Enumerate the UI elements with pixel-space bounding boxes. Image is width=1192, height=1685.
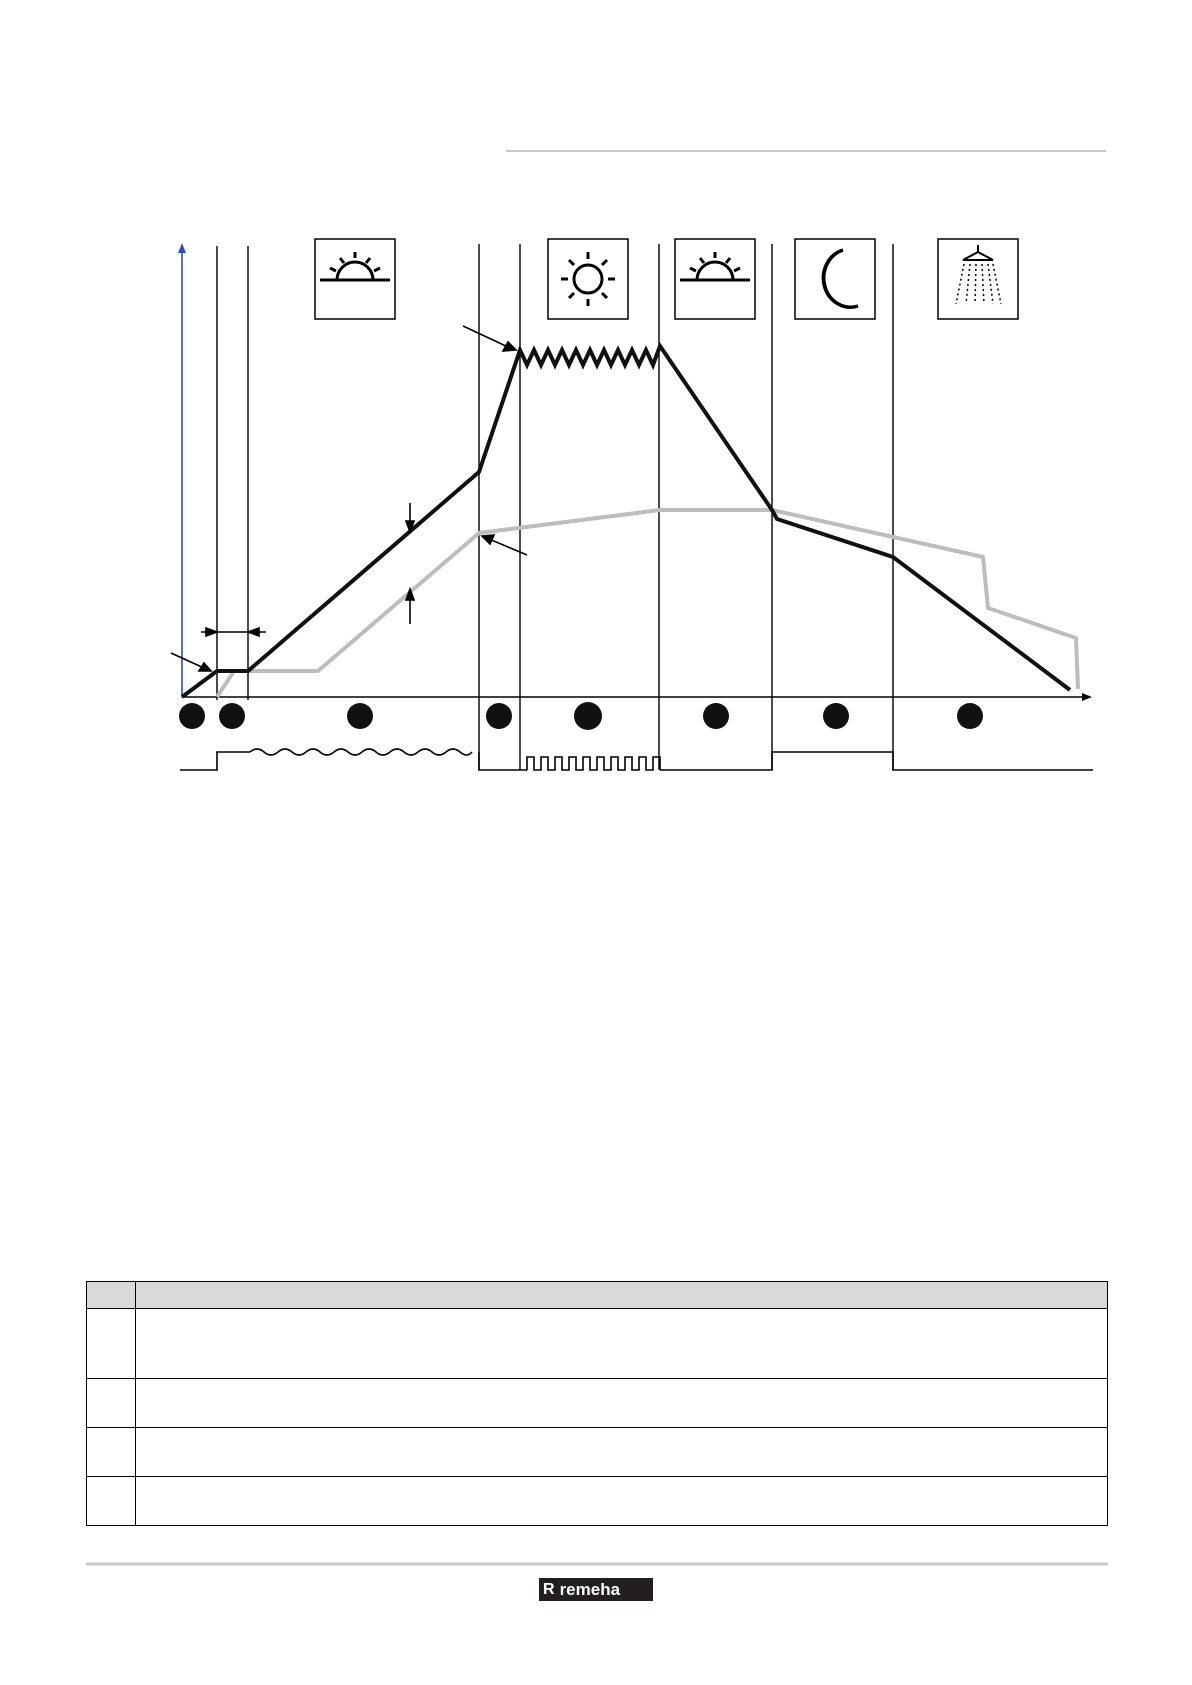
table-cell [136,1379,1108,1428]
table-cell [87,1428,136,1477]
table-header-cell [136,1282,1108,1309]
period-marker [957,703,983,729]
period-icon-sunrise-2 [675,239,755,319]
period-marker [703,703,729,729]
table-cell [87,1379,136,1428]
arrowhead-icon [248,628,259,636]
table-cell [87,1309,136,1379]
period-icon-sun [548,239,628,319]
table-cell [87,1477,136,1526]
heating-profile-diagram [0,0,1192,800]
period-marker [486,703,512,729]
period-markers [179,702,983,730]
signal-off-1 [180,752,250,770]
arrow-room-line [489,539,527,555]
icon-frame [548,239,628,319]
period-marker [823,703,849,729]
period-icon-moon [795,239,875,319]
period-icon-shower [938,239,1018,319]
y-axis-arrow-icon [178,243,186,253]
table-cell [136,1428,1108,1477]
period-dividers [217,244,893,770]
table-row [87,1379,1108,1428]
arrow-peak-point [463,326,508,347]
table-cell [136,1477,1108,1526]
table-row [87,1477,1108,1526]
room-temperature-line [217,510,1078,697]
arrow-start-point [171,653,204,668]
flow-temperature-line [182,346,1070,697]
table-row [87,1428,1108,1477]
signal-pulsing [527,757,660,770]
arrowhead-icon [199,663,211,671]
period-marker [347,703,373,729]
table-row [87,1309,1108,1379]
table-header-row [87,1282,1108,1309]
signal-modulating [250,749,472,755]
arrowhead-icon [482,535,494,544]
remeha-logo [539,1578,653,1601]
annotation-arrows [171,326,527,671]
x-axis-arrow-icon [1082,693,1092,701]
period-marker [179,703,205,729]
period-icon-sunrise-1 [315,239,395,319]
remeha-logo-text: remeha [559,1580,621,1599]
period-marker [574,702,602,730]
burner-signal [180,749,1093,770]
legend-table [86,1281,1108,1526]
period-marker [219,703,245,729]
arrowhead-icon [503,342,516,351]
icon-frame [795,239,875,319]
signal-off-3 [660,752,1093,770]
remeha-logo-mark: R [543,1581,554,1598]
arrowhead-icon [206,628,217,636]
table-header-cell [87,1282,136,1309]
table-cell [136,1309,1108,1379]
